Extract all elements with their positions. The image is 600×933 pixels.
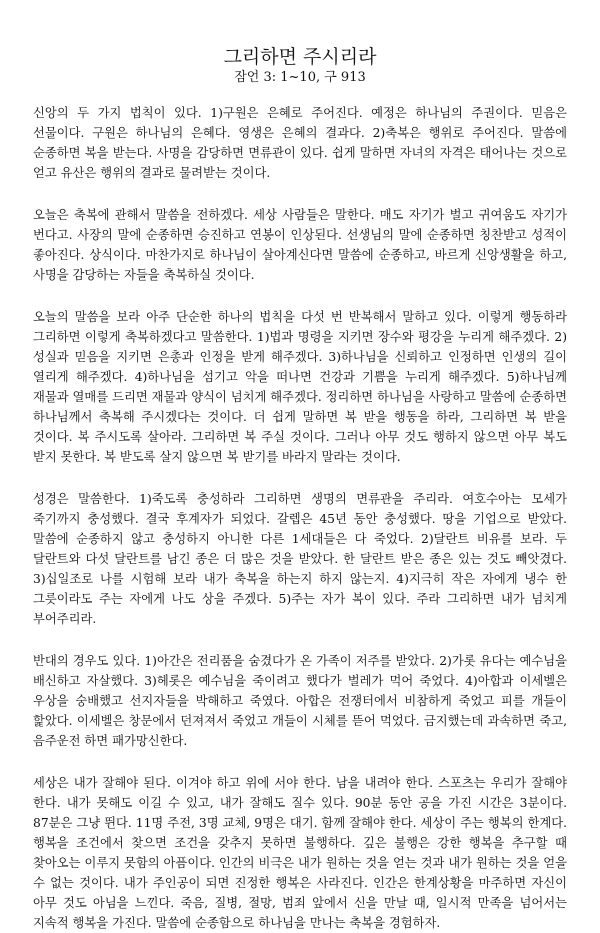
scripture-reference: 잠언 3: 1~10, 구 913: [234, 70, 366, 85]
paragraph-1: 신앙의 두 가지 법칙이 있다. 1)구원은 은혜로 주어진다. 예정은 하나님의 주권이다. 믿음은 선물이다. 구원은 하나님의 은혜다. 영생은 은혜의 결과다. 2)축복은 행위로 주어진다. 말씀에 순종하면 복을 받는다. 사명을 감당하면 면류관이 있다. 쉽게 말하면 자녀의 자격은 태어나는 것으로 얻고 유산은 행위의 결과로 물려받는 것이다.: [33, 106, 567, 180]
paragraph-4: 성경은 말씀한다. 1)죽도록 충성하라 그리하면 생명의 면류관을 주리라. 여호수아는 모세가 죽기까지 충성했다. 결국 후계자가 되었다. 갈렙은 45년 동안 충성했다. 땅을 기업으로 받았다. 말씀에 순종하지 않고 충성하지 아니한 다른 1세대들은 다 죽었다. 2)달란트 비유를 보라. 두 달란트와 다섯 달란트를 남긴 종은 더 많은 것을 받았다. 한 달란트 받은 종은 있는 것도 빼앗겼다. 3)십일조로 나를 시험해 보라 내가 축복을 하는지 하지 않는지. 4)지극히 작은 자에게 냉수 한 그릇이라도 주는 자에게 나도 상을 주겠다. 5)주는 자가 복이 있다. 주라 그리하면 내가 넘치게 부어주리라.: [33, 492, 567, 626]
paragraph-5: 반대의 경우도 있다. 1)아간은 전리품을 숨겼다가 온 가족이 저주를 받았다. 2)가롯 유다는 예수님을 배신하고 자살했다. 3)헤롯은 예수님을 죽이려고 했다가 벌레가 먹어 죽었다. 4)아합과 이세벨은 우상을 숭배했고 선지자들을 박해하고 죽였다. 아합은 전쟁터에서 비참하게 죽었고 피를 개들이 핥았다. 이세벨은 창문에서 던져져서 죽었고 개들이 시체를 뜯어 먹었다. 금지했는데 과속하면 죽고, 음주운전 하면 패가망신한다.: [33, 654, 567, 748]
sermon-body: [33, 103, 567, 933]
paragraph-3: 오늘의 말씀을 보라 아주 단순한 하나의 법칙을 다섯 번 반복해서 말하고 있다. 이렇게 행동하라 그리하면 이렇게 축복하겠다고 말씀한다. 1)법과 명령을 지키면 장수와 평강을 누리게 해주겠다. 2)성실과 믿음을 지키면 은총과 인정을 받게 해주겠다. 3)하나님을 신뢰하고 인정하면 인생의 길이 열리게 해주겠다. 4)하나님을 섬기고 악을 떠나면 건강과 기쁨을 누리게 해주겠다. 5)하나님께 재물과 열매를 드리면 재물과 양식이 넘치게 해주겠다. 정리하면 하나님을 사랑하고 말씀에 순종하면 하나님께서 축복해 주시겠다는 것이다. 더 쉽게 말하면 복 받을 행동을 하라, 그리하면 복 받을 것이다. 복 주시도록 살아라. 그리하면 복 주실 것이다. 그러나 아무 것도 행하지 않으면 아무 복도 받지 못한다. 복 받도록 살지 않으면 복 받기를 바라지 말라는 것이다.: [33, 310, 567, 464]
paragraph-6: 세상은 내가 잘해야 된다. 이겨야 하고 위에 서야 한다. 남을 내려야 한다. 스포츠는 우리가 잘해야 한다. 내가 못해도 이길 수 있고, 내가 잘해도 질수 있다. 90분 동안 공을 가진 시간은 3분이다. 87분은 그냥 뛴다. 11명 주전, 3명 교체, 9명은 대기. 함께 잘해야 한다. 세상이 주는 행복의 한계다. 행복을 조건에서 찾으면 조건을 갖추지 못하면 불행하다. 깊은 불행은 강한 행복을 추구할 때 찾아오는 이루지 못함의 아픔이다. 인간의 비극은 내가 원하는 것을 얻는 것과 내가 원하는 것을 얻을 수 없는 것이다. 내가 주인공이 되면 진정한 행복은 사라진다. 인간은 한계상황을 마주하면 자신이 아무 것도 아님을 느낀다. 죽음, 질병, 절망, 범죄 앞에서 신을 만날 때, 일시적 만족을 넘어서는 지속적 행복을 가진다. 말씀에 순종함으로 하나님을 만나는 축복을 경험하자.: [33, 776, 567, 930]
paragraph-2: 오늘은 축복에 관해서 말씀을 전하겠다. 세상 사람들은 말한다. 매도 자기가 벌고 귀여움도 자기가 번다고. 사장의 말에 순종하면 승진하고 연봉이 인상된다. 선생님의 말에 순종하면 칭찬받고 성적이 좋아진다. 상식이다. 마찬가지로 하나님이 살아계신다면 말씀에 순종하고, 바르게 신앙생활을 하고, 사명을 감당하는 자들을 축복하실 것이다.: [33, 208, 567, 282]
sermon-title: 그리하면 주시리라: [223, 46, 377, 68]
